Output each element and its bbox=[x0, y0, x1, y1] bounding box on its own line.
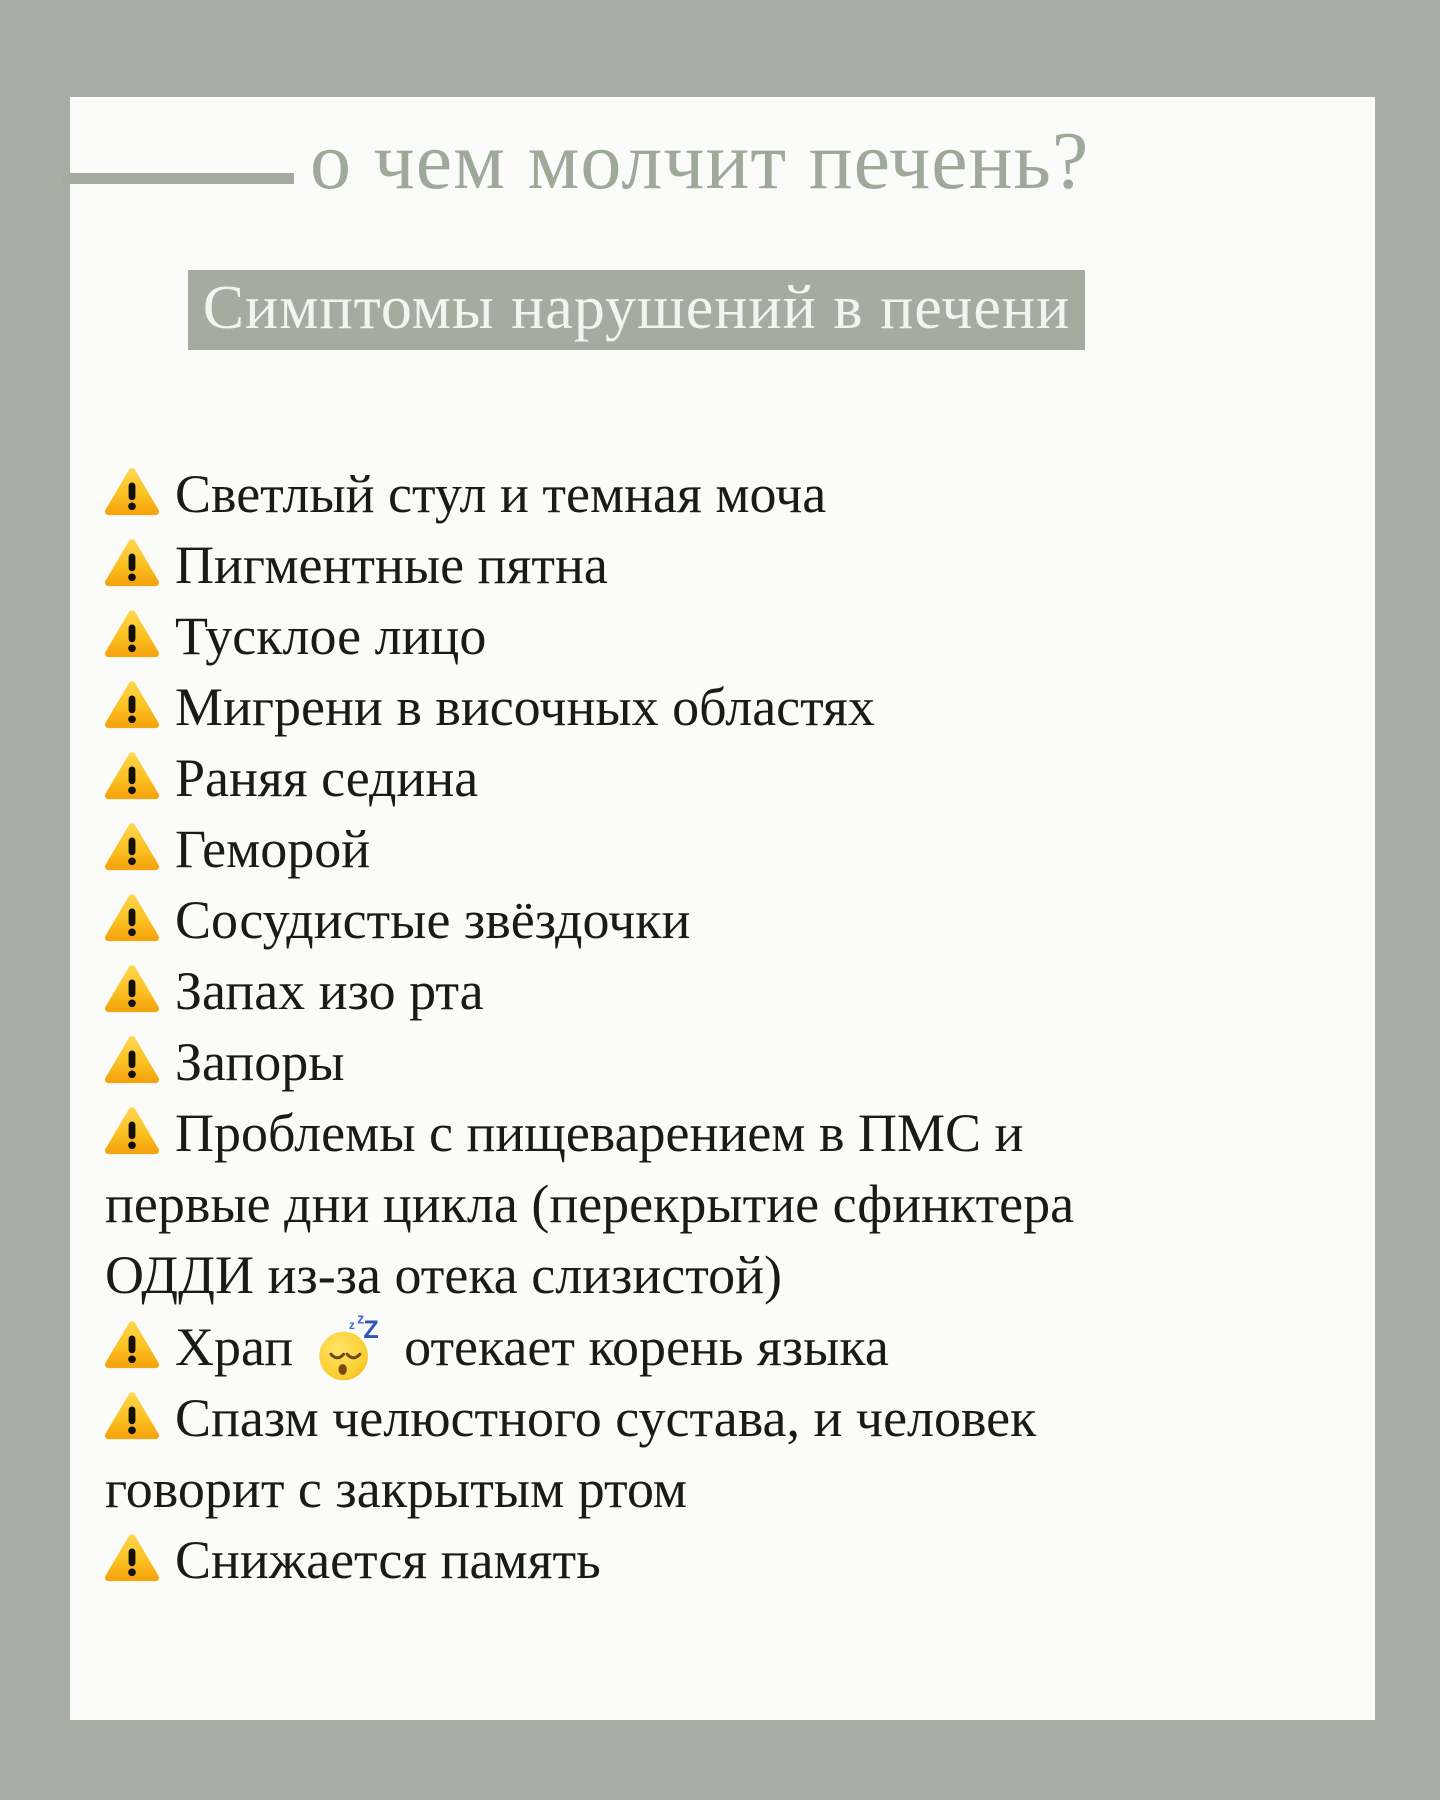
content-card bbox=[70, 97, 1375, 1720]
symptom-text: Проблемы с пищеварением в ПМС и bbox=[175, 1103, 1024, 1163]
symptom-text: Тусклое лицо bbox=[175, 606, 487, 666]
warning-triangle-icon bbox=[105, 537, 159, 587]
subtitle-banner bbox=[188, 270, 1085, 350]
symptom-item bbox=[105, 1383, 1375, 1525]
symptom-text: Снижается память bbox=[175, 1530, 601, 1590]
warning-triangle-icon bbox=[105, 1319, 159, 1369]
symptom-text: Раняя седина bbox=[175, 748, 479, 808]
symptom-text: первые дни цикла (перекрытие сфинктера bbox=[105, 1174, 1075, 1234]
symptom-text: Спазм челюстного сустава, и человек bbox=[175, 1388, 1037, 1448]
warning-triangle-icon bbox=[105, 679, 159, 729]
svg-text:z: z bbox=[348, 1319, 355, 1332]
symptom-text: Светлый стул и темная моча bbox=[175, 464, 827, 524]
symptom-text: говорит с закрытым ртом bbox=[105, 1459, 688, 1519]
symptom-item bbox=[105, 1098, 1375, 1311]
symptom-item bbox=[105, 459, 1375, 530]
symptom-text: ОДДИ из-за отека слизистой) bbox=[105, 1245, 783, 1305]
header bbox=[70, 97, 1375, 257]
symptom-list bbox=[105, 459, 1375, 1596]
symptom-item bbox=[105, 956, 1375, 1027]
symptom-text: Геморой bbox=[175, 819, 371, 879]
symptom-text: Сосудистые звёздочки bbox=[175, 890, 691, 950]
warning-triangle-icon bbox=[105, 892, 159, 942]
symptom-item bbox=[105, 1525, 1375, 1596]
warning-triangle-icon bbox=[105, 1390, 159, 1440]
warning-triangle-icon bbox=[105, 963, 159, 1013]
warning-triangle-icon bbox=[105, 1034, 159, 1084]
warning-triangle-icon bbox=[105, 750, 159, 800]
symptom-item bbox=[105, 814, 1375, 885]
symptom-item bbox=[105, 743, 1375, 814]
sleeping-face-icon bbox=[313, 1311, 385, 1383]
warning-triangle-icon bbox=[105, 1105, 159, 1155]
symptom-item bbox=[105, 1027, 1375, 1098]
symptom-text: Запоры bbox=[175, 1032, 345, 1092]
symptom-text: Мигрени в височных областях bbox=[175, 677, 875, 737]
svg-text:Z: Z bbox=[363, 1316, 379, 1344]
symptom-item bbox=[105, 601, 1375, 672]
symptom-text: Храп bbox=[175, 1317, 294, 1377]
page-title: о чем молчит печень? bbox=[310, 115, 1090, 206]
warning-triangle-icon bbox=[105, 608, 159, 658]
subtitle-banner-label: Симптомы нарушений в печени bbox=[202, 274, 1071, 342]
symptom-text: Пигментные пятна bbox=[175, 535, 608, 595]
symptom-item bbox=[105, 530, 1375, 601]
warning-triangle-icon bbox=[105, 1532, 159, 1582]
symptom-item bbox=[105, 1311, 1375, 1383]
title-dash-line bbox=[62, 173, 294, 184]
warning-triangle-icon bbox=[105, 821, 159, 871]
symptom-text: отекает корень языка bbox=[404, 1317, 889, 1377]
warning-triangle-icon bbox=[105, 466, 159, 516]
symptom-item bbox=[105, 672, 1375, 743]
symptom-item bbox=[105, 885, 1375, 956]
symptom-text: Запах изо рта bbox=[175, 961, 484, 1021]
svg-text:z: z bbox=[356, 1311, 364, 1328]
